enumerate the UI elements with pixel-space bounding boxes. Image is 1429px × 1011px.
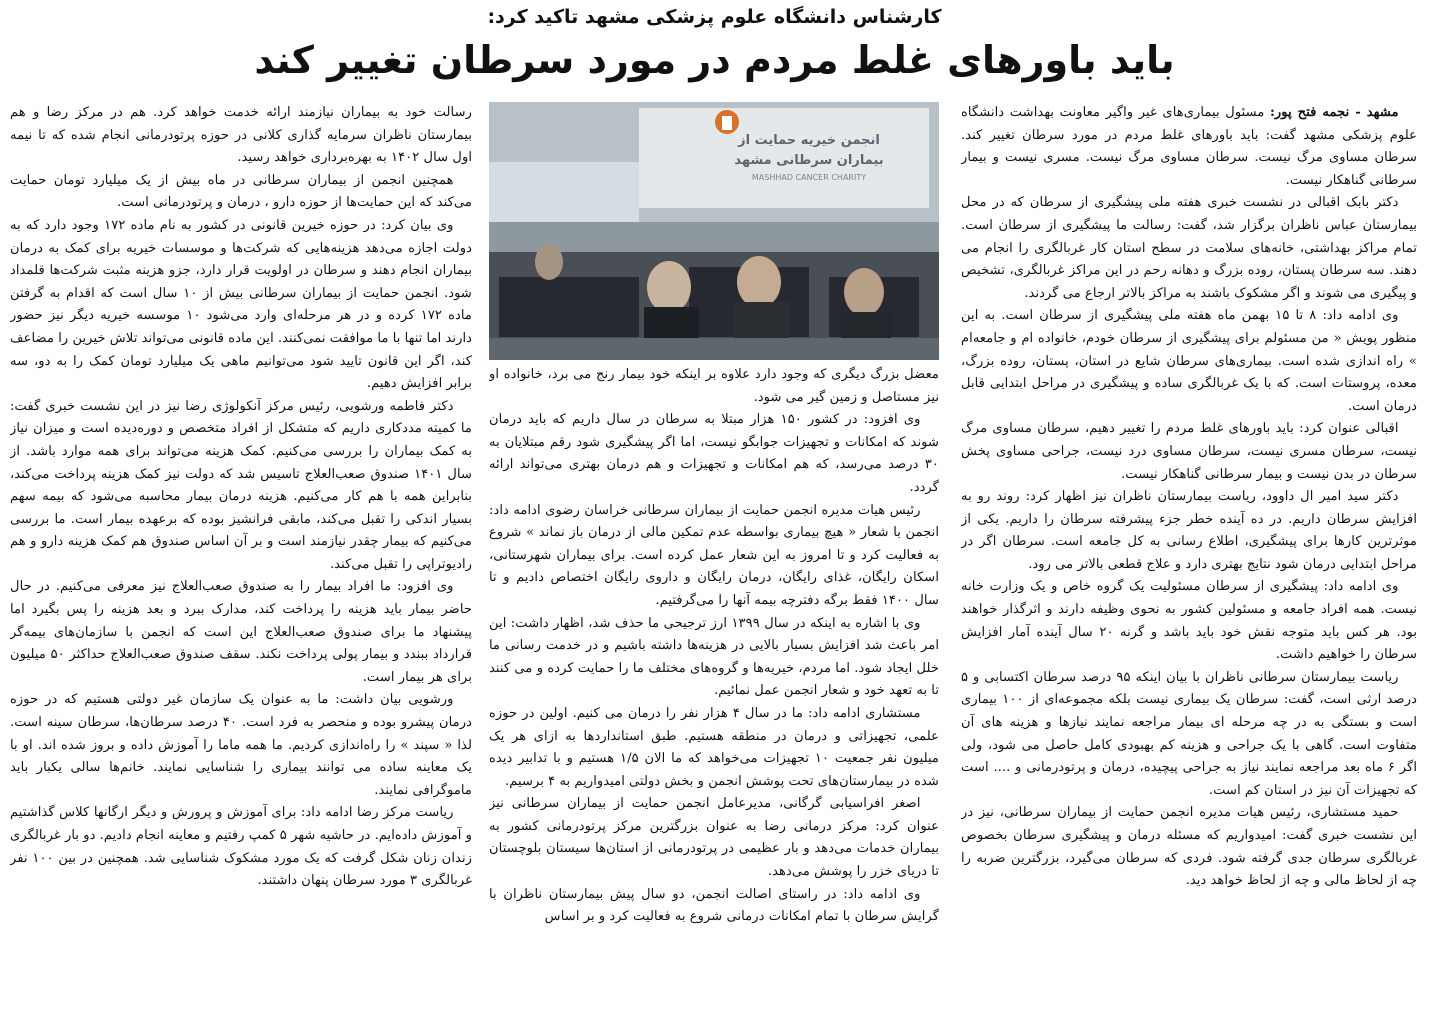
article-paragraph: وی ادامه داد: در راستای اصالت انجمن، دو سال پیش بیمارستان ناظران با گرایش سرطان با تمام امکانات درمانی شروع به فعالیت کرد و بر اساس bbox=[489, 886, 939, 925]
article-paragraph: ریاست مرکز رضا ادامه داد: برای آموزش و پرورش و دیگر ارگانها کلاس گذاشتیم و آموزش داده‌ایم. در حاشیه شهر ۵ کمپ رفتیم و معاینه انجام دادیم. دو بار غربالگری زندان زنان شکل گرفت که یک مورد مشکوک شناسایی شد. همچنین در بین ۱۰۰ نفر غربالگری ۳ مورد سرطان پنهان داشتند. bbox=[10, 805, 472, 889]
article-paragraph: مشهد - نجمه فتح پور: مسئول بیماری‌های غیر واگیر معاونت بهداشت دانشگاه علوم پزشکی مشهد گفت: باید باورهای غلط مردم در مورد سرطان تغییر کند. سرطان مساوی مرگ نیست. سرطان مساوی مرگ نیست. مسری نیست و بیمار سرطانی گناهکار نیست. bbox=[961, 105, 1417, 188]
banner-text-3: MASHHAD CANCER CHARITY bbox=[751, 173, 867, 182]
article-paragraph: وی با اشاره به اینکه در سال ۱۳۹۹ ارز ترجیحی ما حذف شد، اظهار داشت: این امر باعث شد افزایش بسیار بالایی در هزینه‌ها داشته باشیم و در خدمت رسانی ما خلل ایجاد شود. اما مردم، خیریه‌ها و گروه‌های مختلف ما را حمایت کرده و می کنند تا به تعهد خود و شعار انجمن عمل نمائیم. bbox=[489, 615, 939, 699]
article-column-left bbox=[10, 102, 472, 1008]
article-paragraph: وی بیان کرد: در حوزه خیرین قانونی در کشور به نام ماده ۱۷۲ وجود دارد که به دولت اجازه می‌دهد هزینه‌هایی که شرکت‌ها و موسسات خیریه برای کمک به درمان بیماران انجام دهند و سرطان در اولویت قرار دارد، جزو هزینه مثبت شرکت‌ها قلمداد شود. انجمن حمایت از بیماران سرطانی بیش از ۱۰ سال است که اقدام به گرفتن ماده ۱۷۲ کرده و در هر مرحله‌ای وارد می‌شود ۱۰ موسسه خیریه دیگر نیز حضور دارند اما تنها با ما موافقت نمی‌کنند. این ماده قانونی می‌تواند تلاش خیرین را مضاعف کند، اگر این قانون تایید شود می‌توانیم ماهی یک میلیارد تومان کمک را به دو، سه برابر افزایش دهیم. bbox=[10, 217, 472, 392]
press-conference-photo bbox=[489, 102, 939, 360]
article-paragraph: وی افزود: در کشور ۱۵۰ هزار مبتلا به سرطان در سال داریم که باید درمان شوند که امکانات و تجهیزات جوابگو نیست، اما اگر پیشگیری شود رقم مبتلایان به ۳۰ درصد می‌رسد، که هم امکانات و تجهیزات و هم درمان بهتری می‌تواند ارائه گردد. bbox=[489, 412, 939, 495]
banner-text-2: بیماران سرطانی مشهد bbox=[734, 153, 884, 168]
article-paragraph: همچنین انجمن از بیماران سرطانی در ماه بیش از یک میلیارد تومان حمایت می‌کند که این حمایت‌ها از حوزه دارو ، درمان و پرتودرمانی است. bbox=[10, 172, 472, 211]
press-conference-illustration bbox=[489, 102, 939, 360]
article-paragraph: وی ادامه داد: پیشگیری از سرطان مسئولیت یک گروه خاص و یک وزارت خانه نیست. همه افراد جامعه و مسئولین کشور به نحوی وظیفه دارند و اثرگذار خواهند بود. هر کس باید متوجه نقش خود باید باشد و گرنه ۲۰ سال آینده آمار افزایش سرطان را خواهیم داشت. bbox=[961, 579, 1417, 663]
article-column-middle bbox=[489, 102, 939, 1008]
article-headline: باید باورهای غلط مردم در مورد سرطان تغییر کند bbox=[254, 38, 1175, 82]
article-paragraph: ورشویی بیان داشت: ما به عنوان یک سازمان غیر دولتی هستیم که در حوزه درمان پیشرو بوده و منحصر به فرد است. ۴۰ درصد سرطان‌ها، سرطان سینه است. لذا « سپند » را راه‌اندازی کردیم. ما همه ماما را آموزش داده و بروز شده اند. او با یک معاینه ساده می توانند بیماری را شناسایی نمایند. خانم‌ها سالی یکبار باید ماموگرافی نمایند. bbox=[10, 692, 472, 798]
article-paragraph: مستشاری ادامه داد: ما در سال ۴ هزار نفر را درمان می کنیم. اولین در حوزه علمی، تجهیزاتی و درمان در منطقه هستیم. طبق استانداردها به ازای هر یک میلیون نفر جمعیت ۱۰ تجهیزات می‌خواهد که ما الان ۱/۵ هستیم و با تدابیر دیده شده در بیمارستان‌های تحت پوشش انجمن و بخش دولتی امیدواریم به ۴ برسیم. bbox=[489, 705, 939, 789]
article-paragraph: اصغر افراسیابی گرگانی، مدیرعامل انجمن حمایت از بیماران سرطانی نیز عنوان کرد: مرکز درمانی رضا به عنوان بزرگترین مرکز پرتودرمانی کشور به بیماران خدمات می‌دهد و بار عظیمی در پرتودرمانی از استان‌ها سیستان بلوچستان تا دریای خزر را پوشش می‌دهد. bbox=[489, 796, 939, 880]
banner-text-1: انجمن خیریه حمایت از bbox=[738, 133, 880, 148]
article-paragraph: معضل بزرگ دیگری که وجود دارد علاوه بر اینکه خود بیمار رنج می برد، خانواده او نیز مستاصل و زمین گیر می شود. bbox=[489, 367, 939, 405]
middle-column-text bbox=[489, 364, 939, 1008]
byline: مشهد - نجمه فتح پور: bbox=[1270, 105, 1399, 120]
article-paragraph: رئیس هیات مدیره انجمن حمایت از بیماران سرطانی خراسان رضوی ادامه داد: انجمن با شعار « هیچ بیماری بواسطه عدم تمکین مالی از درمان باز نماند » شروع به فعالیت کرد و تا امروز به این شعار عمل کرده است. برای بیماران شهرستانی، اسکان رایگان، غذای رایگان، درمان رایگان و داروی رایگان اختصاص دادیم و تا سال ۱۴۰۰ فقط برگه دفترچه بیمه آنها را می‌گرفتیم. bbox=[489, 502, 939, 608]
article-paragraph: ریاست بیمارستان سرطانی ناظران با بیان اینکه ۹۵ درصد سرطان اکتسابی و ۵ درصد ارثی است، گفت: سرطان یک بیماری نیست بلکه مجموعه‌ای از ۱۰۰ بیماری است و بستگی به در چه مرحله ای بیمار مراجعه نمایند نیازها و هزینه های آن متفاوت است. گاهی با یک جراحی و هزینه کم بهبودی کامل حاصل می شود، ولی اگر ۶ ماه بعد مراجعه نمایند نیاز به جراحی پیچیده، درمان و پرتودرمانی و .... است که تجهیزات آن نیز در استان کم است. bbox=[961, 669, 1417, 798]
article-kicker: کارشناس دانشگاه علوم پزشکی مشهد تاکید کرد: bbox=[487, 6, 942, 28]
article-paragraph: رسالت خود به بیماران نیازمند ارائه خدمت خواهد کرد. هم در مرکز رضا و هم بیمارستان ناظران سرمایه گذاری کلانی در حوزه پرتودرمانی انجام شده که تا نیمه اول سال ۱۴۰۲ به بهره‌برداری خواهد رسید. bbox=[10, 105, 472, 166]
article-column-right bbox=[961, 102, 1417, 1008]
article-paragraph: وی ادامه داد: ۸ تا ۱۵ بهمن ماه هفته ملی پیشگیری از سرطان است. به این منظور پویش « من مسئولم برای پیشگیری از سرطان خودم، خانواده ام و جامعه‌ام » راه اندازی شده است. بیماری‌های سرطان شایع در استان، پستان، روده بزرگ، معده، پروستات است. که با یک غربالگری ساده و پیشگیری در مراحل ابتدایی قابل درمان است. bbox=[961, 308, 1417, 414]
article-paragraph: وی افزود: ما افراد بیمار را به صندوق صعب‌العلاج نیز معرفی می‌کنیم. در حال حاضر بیمار باید هزینه را پرداخت کند، مدارک ببرد و بعد هزینه را پس بگیرد اما پیشنهاد ما برای صندوق صعب‌العلاج این است که انجمن با سازمان‌های بیمه‌گر قرارداد ببندد و بیمار پولی پرداخت نکند. سقف صندوق صعب‌العلاج حداکثر ۵۰ میلیون برای هر بیمار است. bbox=[10, 579, 472, 685]
article-paragraph: دکتر فاطمه ورشویی، رئیس مرکز آنکولوژی رضا نیز در این نشست خبری گفت: ما کمیته مددکاری داریم که متشکل از افراد متخصص و دوره‌دیده است و میزان نیاز به کمک بیماران را بررسی می‌کنیم. کمک هزینه می‌تواند برای همه موارد باشد. از سال ۱۴۰۱ صندوق صعب‌العلاج تاسیس شد که دولت نیز کمک هزینه پرداخت می‌کند، بنابراین همه با هم کار می‌کنیم. هزینه درمان بیمار محاسبه می‌شود که بیمه سهم بسیار اندکی را تقبل می‌کند، مابقی فرانشیز بوده که برعهده بیمار است. ما بررسی می‌کنیم که بیمار چقدر نیازمند است و بر آن اساس صندوق هم کمک هزینه دارو و هم رادیوتراپی را تقبل می‌کند. bbox=[10, 398, 472, 572]
article-paragraph: اقبالی عنوان کرد: باید باورهای غلط مردم را تغییر دهیم، سرطان مساوی مرگ نیست، سرطان مسری نیست، سرطان مساوی درد نیست، جراحی مساوی پخش سرطان در بدن نیست و بیمار سرطانی گناهکار نیست. bbox=[961, 421, 1417, 482]
article-paragraph: حمید مستشاری، رئیس هیات مدیره انجمن حمایت از بیماران سرطانی، نیز در این نشست خبری گفت: امیدواریم که مسئله درمان و پیشگیری سرطان بخصوص غربالگری سرطان جدی گرفته شود. فردی که سرطان می‌گیرد، بزرگترین ضربه را چه از لحاظ مالی و چه از لحاظ خواهد دید. bbox=[961, 805, 1417, 889]
article-paragraph: دکتر بابک اقبالی در نشست خبری هفته ملی پیشگیری از سرطان که در محل بیمارستان عباس ناظران برگزار شد، گفت: رسالت ما پیشگیری از سرطان است. تمام مراکز بهداشتی، خانه‌های سلامت در سطح استان کار غربالگری را انجام می دهند. سه سرطان پستان، روده بزرگ و دهانه رحم در این مراکز غربالگری، تشخیص و پیگیری می شوند و اگر مشکوک باشند به مراکز بالاتر ارجاع می گردند. bbox=[961, 195, 1417, 301]
article-paragraph: دکتر سید امیر ال داوود، ریاست بیمارستان ناظران نیز اظهار کرد: روند رو به افزایش سرطان داریم. در ده آینده خطر جزء پیشرفته سرطان را داریم. یکی از موثرترین کارها برای پیشگیری، اطلاع رسانی به کل جامعه است. سرطان اگر در مراحل ابتدایی درمان شود نتایج بهتری دارد و علاج قطعی بالاتر می رود. bbox=[961, 489, 1417, 572]
